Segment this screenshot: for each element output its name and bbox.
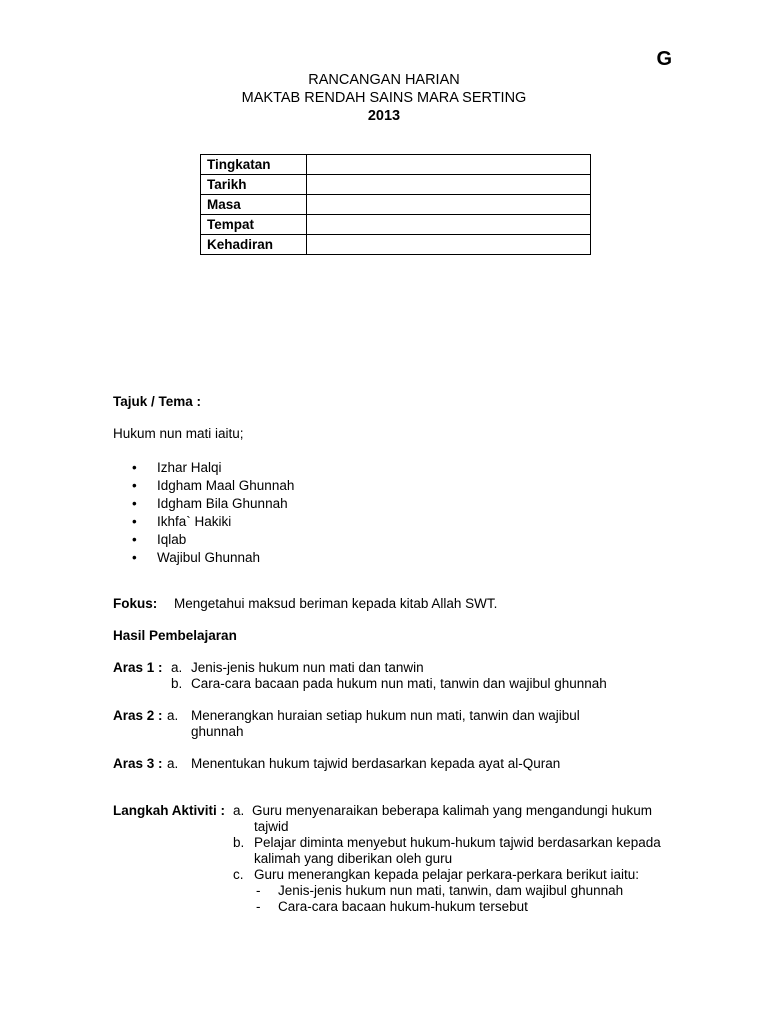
info-label: Tempat xyxy=(201,215,307,235)
list-item: • Idgham Bila Ghunnah xyxy=(132,495,294,513)
langkah-c-line1: Guru menerangkan kepada pelajar perkara-perkara berikut iaitu: xyxy=(254,867,639,882)
list-item: • Ikhfa` Hakiki xyxy=(132,513,294,531)
langkah-b-line2: kalimah yang diberikan oleh guru xyxy=(254,851,453,866)
page-letter-mark: G xyxy=(656,48,672,70)
info-label: Tingkatan xyxy=(201,155,307,175)
tajuk-heading: Tajuk / Tema : xyxy=(113,394,202,409)
list-item: • Iqlab xyxy=(132,531,294,549)
info-label: Kehadiran xyxy=(201,235,307,255)
langkah-sub1-text: Jenis-jenis hukum nun mati, tanwin, dam wajibul ghunnah xyxy=(278,883,624,898)
aras3-label: Aras 3 : xyxy=(113,756,163,771)
list-item: • Izhar Halqi xyxy=(132,459,294,477)
fokus-label: Fokus: xyxy=(113,596,158,611)
info-label: Masa xyxy=(201,195,307,215)
header-title: RANCANGAN HARIAN xyxy=(308,72,460,88)
document-header xyxy=(0,71,768,125)
aras3-a-text: Menentukan hukum tajwid berdasarkan kepada ayat al-Quran xyxy=(191,756,561,771)
aras2-label: Aras 2 : xyxy=(113,708,163,723)
list-item: • Idgham Maal Ghunnah xyxy=(132,477,294,495)
header-school: MAKTAB RENDAH SAINS MARA SERTING xyxy=(241,90,527,106)
langkah-a-marker: a. xyxy=(233,803,245,818)
info-row-kehadiran xyxy=(201,235,591,255)
aras2-a-marker: a. xyxy=(167,708,179,723)
aras1-a-text: Jenis-jenis hukum nun mati dan tanwin xyxy=(191,660,424,675)
info-label: Tarikh xyxy=(201,175,307,195)
info-value xyxy=(307,175,591,195)
langkah-sub1-marker: - xyxy=(256,883,261,898)
info-value xyxy=(307,215,591,235)
langkah-a-line2: tajwid xyxy=(254,819,289,834)
info-value xyxy=(307,235,591,255)
aras2-a-line2: ghunnah xyxy=(191,724,244,739)
langkah-sub2-text: Cara-cara bacaan hukum-hukum tersebut xyxy=(278,899,528,914)
langkah-sub2-marker: - xyxy=(256,899,261,914)
aras3-a-marker: a. xyxy=(167,756,179,771)
aras1-b-marker: b. xyxy=(171,676,183,691)
aras1-b-text: Cara-cara bacaan pada hukum nun mati, tanwin dan wajibul ghunnah xyxy=(191,676,607,691)
aras1-a-marker: a. xyxy=(171,660,183,675)
aras2-a-line1: Menerangkan huraian setiap hukum nun mati, tanwin dan wajibul xyxy=(191,708,580,723)
info-row-tempat xyxy=(201,215,591,235)
langkah-c-marker: c. xyxy=(233,867,244,882)
info-row-tingkatan xyxy=(201,155,591,175)
tajuk-list xyxy=(132,459,294,567)
info-value xyxy=(307,195,591,215)
header-year: 2013 xyxy=(367,108,401,124)
info-row-masa xyxy=(201,195,591,215)
info-row-tarikh xyxy=(201,175,591,195)
aras1-label: Aras 1 : xyxy=(113,660,163,675)
fokus-text: Mengetahui maksud beriman kepada kitab Allah SWT. xyxy=(174,596,498,611)
info-table xyxy=(200,154,591,255)
langkah-label: Langkah Aktiviti : xyxy=(113,803,226,818)
langkah-a-line1: Guru menyenaraikan beberapa kalimah yang mengandungi hukum xyxy=(252,803,653,818)
list-item: • Wajibul Ghunnah xyxy=(132,549,294,567)
langkah-b-marker: b. xyxy=(233,835,245,850)
langkah-b-line1: Pelajar diminta menyebut hukum-hukum tajwid berdasarkan kepada xyxy=(254,835,661,850)
hasil-heading: Hasil Pembelajaran xyxy=(113,628,237,643)
info-value xyxy=(307,155,591,175)
tajuk-intro: Hukum nun mati iaitu; xyxy=(113,426,244,441)
